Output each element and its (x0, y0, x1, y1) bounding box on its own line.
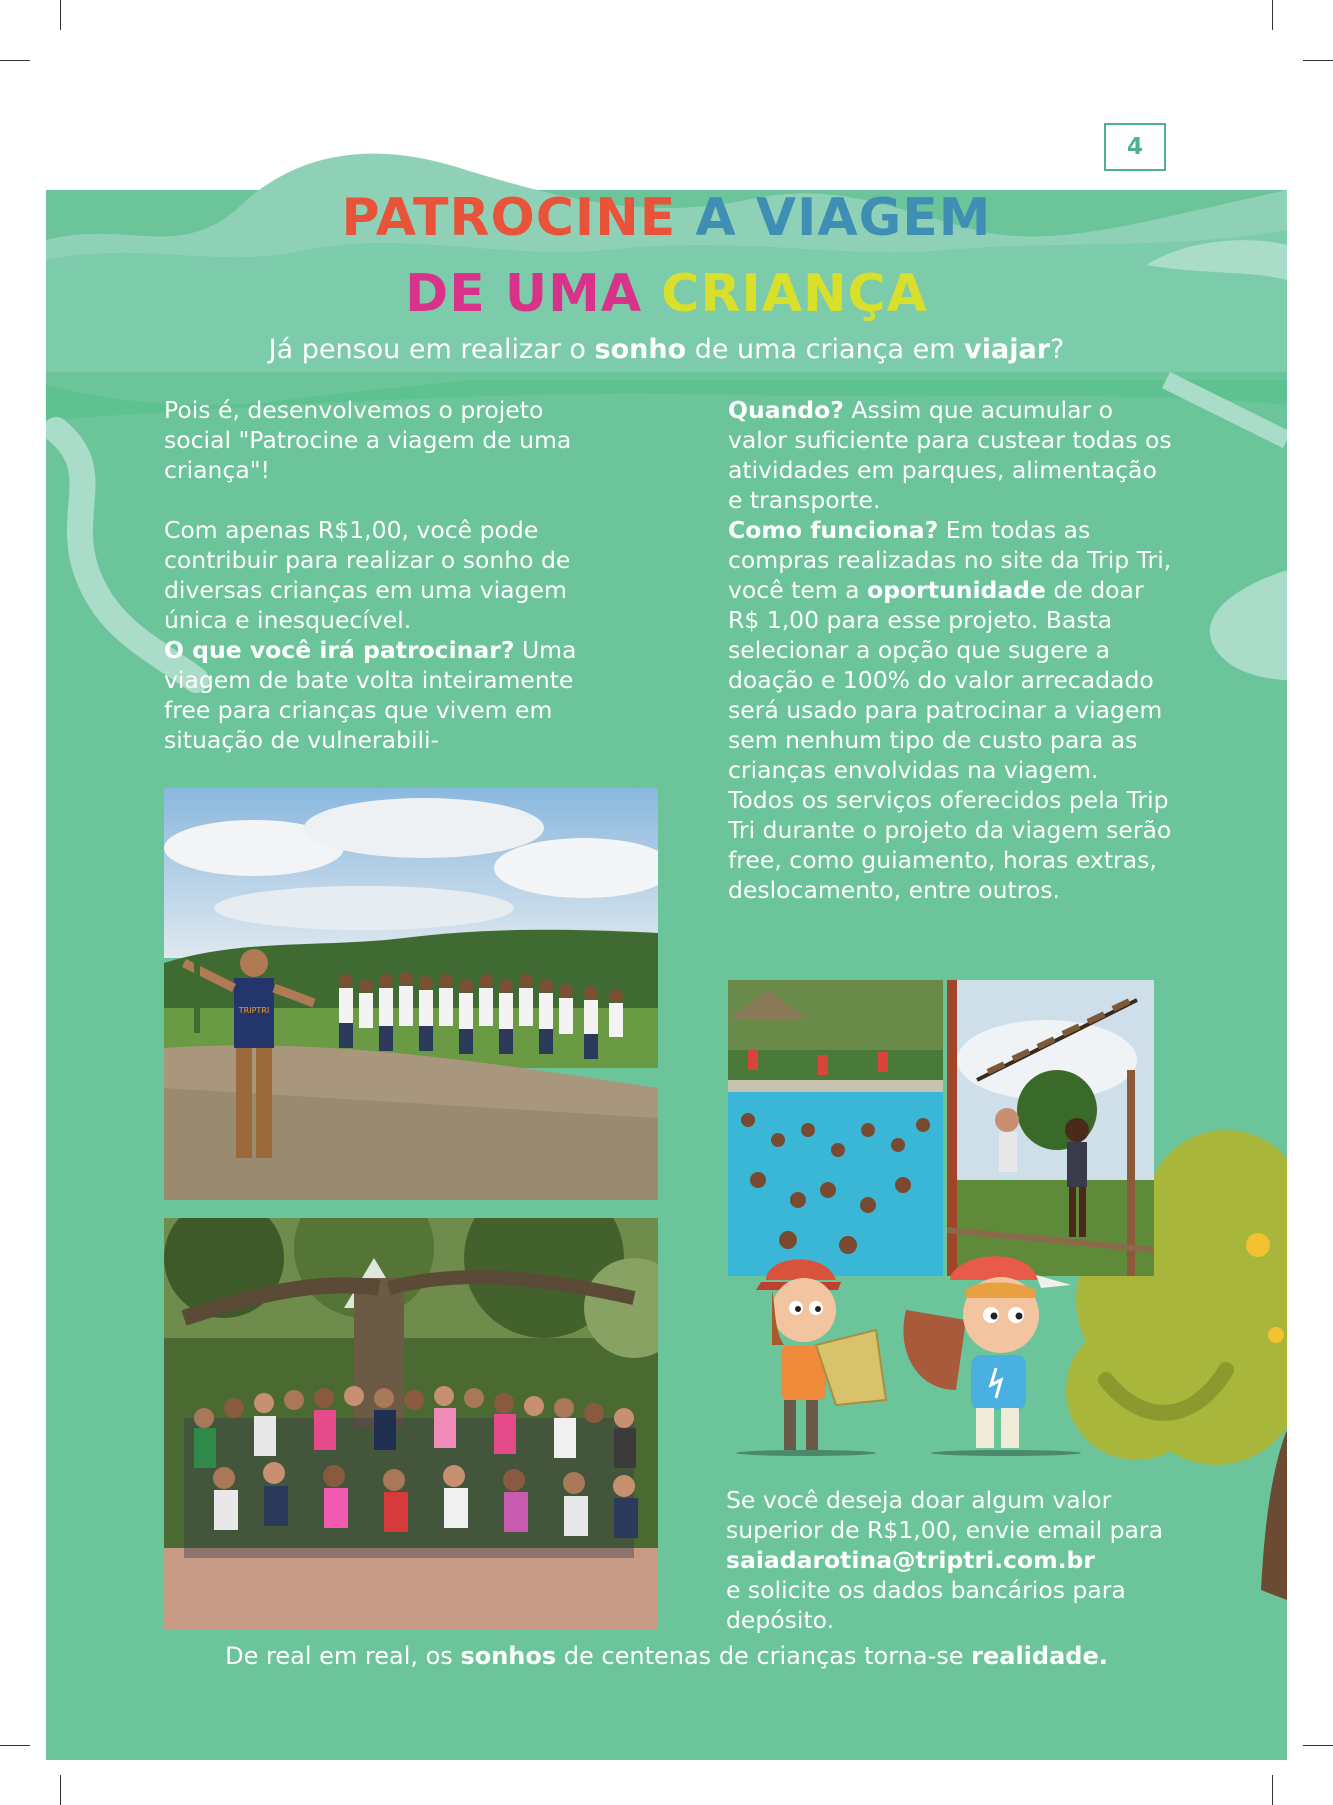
crop-mark (0, 60, 30, 61)
paragraph-services: Todos os serviços oferecidos pela Trip Tri durante o projeto da viagem serão free, como guiamento, horas extras, deslocamento, entre outros. (728, 786, 1172, 904)
title-line-2 (46, 264, 1287, 324)
title-word-patrocine: PATROCINE (341, 188, 677, 248)
question-when: Quando? (728, 396, 844, 424)
donation-text-2: e solicite os dados bancários para depósito. (726, 1576, 1126, 1634)
donation-text-1: Se você deseja doar algum valor superior de R$1,00, envie email para (726, 1486, 1163, 1544)
page-number: 4 (1104, 123, 1166, 171)
crop-mark (0, 1745, 30, 1746)
cartoon-boy (903, 1256, 1081, 1456)
crop-mark (1303, 60, 1333, 61)
photo-group-field (164, 788, 658, 1200)
shirt-logo: TRIPTRI (238, 1006, 270, 1015)
footer-tagline (46, 1642, 1287, 1670)
paragraph-intro: Pois é, desenvolvemos o projeto social "Patrocine a viagem de uma criança"! (164, 396, 572, 484)
left-column (164, 395, 584, 755)
paragraph-what (164, 635, 584, 755)
answer-what: Uma viagem de bate volta inteiramente free para crianças que vivem em situação de vulnerabili- (164, 636, 577, 754)
bold-opportunity: oportunidade (867, 576, 1046, 604)
cartoon-girl (736, 1259, 886, 1456)
paragraph-when (728, 395, 1178, 515)
subtitle (46, 334, 1287, 365)
title-line-1 (46, 188, 1287, 248)
crop-mark (1272, 0, 1273, 30)
photo-pool (728, 980, 943, 1276)
content-panel (46, 150, 1287, 1760)
photo-ropes-course (947, 980, 1154, 1276)
title-word-viagem: A VIAGEM (695, 188, 992, 248)
question-what: O que você irá patrocinar? (164, 636, 515, 664)
crop-mark (60, 0, 61, 30)
crop-mark (1272, 1775, 1273, 1805)
footer-text: De real em real, os (225, 1642, 461, 1670)
paragraph-contribution: Com apenas R$1,00, você pode contribuir para realizar o sonho de diversas crianças em uma viagem única e inesquecível. (164, 516, 571, 634)
photo-group-tree (164, 1218, 658, 1630)
subtitle-text: de uma criança em (686, 334, 965, 365)
right-column (728, 395, 1178, 905)
question-how: Como funciona? (728, 516, 939, 544)
donation-email[interactable]: saiadarotina@triptri.com.br (726, 1546, 1095, 1574)
subtitle-text: Já pensou em realizar o (268, 334, 595, 365)
subtitle-text: ? (1050, 334, 1065, 365)
title-word-de-uma: DE UMA (405, 264, 643, 324)
cartoon-kids-illustration (726, 1250, 1146, 1460)
crop-mark (1303, 1745, 1333, 1746)
crop-mark (60, 1775, 61, 1805)
footer-text: de centenas de crianças torna-se (556, 1642, 972, 1670)
answer-how-cont: de doar R$ 1,00 para esse projeto. Basta selecionar a opção que sugere a doação e 100% do valor arrecadado será usado para patrocinar a viagem sem nenhum tipo de custo para as crianças envolvidas na viagem. (728, 576, 1163, 784)
answer-how: Em todas as compras realizadas no site da Trip Tri, você tem a (728, 516, 1172, 604)
title-word-crianca: CRIANÇA (661, 264, 928, 324)
subtitle-bold: viajar (964, 334, 1051, 365)
answer-when: Assim que acumular o valor suficiente para custear todas os atividades em parques, alimentação e transporte. (728, 396, 1172, 514)
footer-bold: realidade. (971, 1642, 1108, 1670)
footer-bold: sonhos (460, 1642, 557, 1670)
subtitle-bold: sonho (594, 334, 687, 365)
donation-block (726, 1485, 1176, 1635)
paragraph-how (728, 515, 1178, 785)
